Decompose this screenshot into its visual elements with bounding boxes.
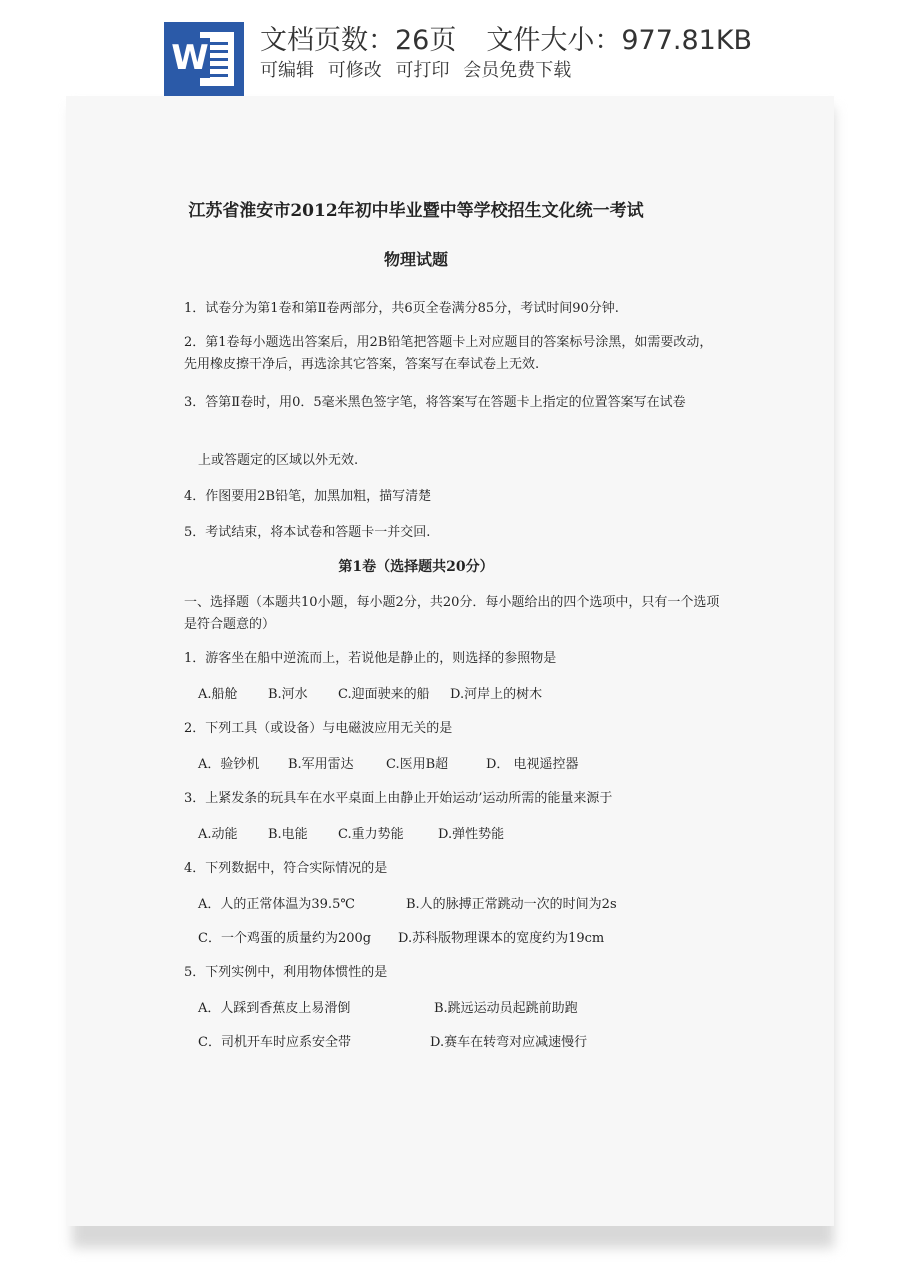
word-letter: W xyxy=(171,38,209,78)
note-3: 3．答第Ⅱ卷时，用0．5毫米黑色签字笔，将答案写在答题卡上指定的位置答案写在试卷 xyxy=(184,395,686,410)
feature-member-download: 会员免费下载 xyxy=(463,60,572,81)
q3-option-b: B.电能 xyxy=(268,827,308,842)
exam-title: 江苏省淮安市2012年初中毕业暨中等学校招生文化统一考试 xyxy=(188,201,644,221)
q4-option-c: C．一个鸡蛋的质量约为200g xyxy=(198,931,372,946)
note-5: 5．考试结束，将本试卷和答题卡一并交回. xyxy=(184,525,431,540)
question-3: 3．上紧发条的玩具车在水平桌面上由静止开始运动’运动所需的能量来源于 xyxy=(184,791,613,806)
question-5: 5．下列实例中，利用物体惯性的是 xyxy=(184,965,388,980)
exam-subtitle: 物理试题 xyxy=(383,250,448,269)
feature-modifiable: 可修改 xyxy=(327,60,382,81)
note-2: 2．第1卷每小题选出答案后，用2B铅笔把答题卡上对应题目的答案标号涂黑，如需要改动，先用橡皮擦干净后，再选涂其它答案，答案写在奉试卷上无效. xyxy=(184,335,713,372)
question-4: 4．下列数据中，符合实际情况的是 xyxy=(184,861,388,876)
q3-option-c: C.重力势能 xyxy=(338,827,404,842)
file-size: 文件大小：977.81KB xyxy=(486,25,753,56)
download-banner xyxy=(0,0,900,96)
q5-option-d: D.赛车在转弯对应减速慢行 xyxy=(430,1035,588,1050)
note-4: 4．作图要用2B铅笔，加黑加粗，描写清楚 xyxy=(184,489,432,504)
section-1-heading: 第1卷（选择题共20分） xyxy=(338,559,494,575)
q3-option-d: D.弹性势能 xyxy=(438,827,505,842)
q2-option-d: D． 电视遥控器 xyxy=(486,757,579,772)
q2-option-b: B.军用雷达 xyxy=(288,757,354,772)
q2-option-a: A．验钞机 xyxy=(198,757,260,772)
q4-option-a: A．人的正常体温为39.5℃ xyxy=(198,897,355,912)
q5-option-a: A．人踩到香蕉皮上易滑倒 xyxy=(198,1001,351,1016)
q5-option-b: B.跳远运动员起跳前助跑 xyxy=(434,1001,578,1016)
section-1-description: 一、选择题（本题共10小题，每小题2分，共20分．每小题给出的四个选项中，只有一个选项是符合题意的） xyxy=(184,595,720,632)
question-1: 1．游客坐在船中逆流而上，若说他是静止的，则选择的参照物是 xyxy=(184,651,557,666)
feature-printable: 可打印 xyxy=(395,60,450,81)
feature-list xyxy=(260,56,579,82)
feature-editable: 可编辑 xyxy=(260,60,314,81)
file-info xyxy=(260,18,752,57)
question-2: 2．下列工具（或设备）与电磁波应用无关的是 xyxy=(184,721,453,736)
note-1: 1．试卷分为第1卷和第Ⅱ卷两部分，共6页全卷满分85分，考试时间90分钟. xyxy=(184,301,619,316)
q1-option-d: D.河岸上的树木 xyxy=(450,687,543,702)
q1-option-a: A.船舱 xyxy=(198,687,238,702)
q4-option-d: D.苏科版物理课本的宽度约为19cm xyxy=(398,931,605,946)
q4-option-b: B.人的脉搏正常跳动一次的时间为2s xyxy=(406,897,617,912)
page-count: 文档页数：26页 xyxy=(260,25,457,56)
document-page xyxy=(66,96,834,1226)
note-3-continued: 上或答题定的区域以外无效. xyxy=(198,453,359,468)
q1-option-c: C.迎面驶来的船 xyxy=(338,687,430,702)
q2-option-c: C.医用B超 xyxy=(386,757,449,772)
q3-option-a: A.动能 xyxy=(198,827,238,842)
q1-option-b: B.河水 xyxy=(268,687,308,702)
q5-option-c: C．司机开车时应系安全带 xyxy=(198,1035,351,1050)
word-document-icon xyxy=(164,22,244,96)
